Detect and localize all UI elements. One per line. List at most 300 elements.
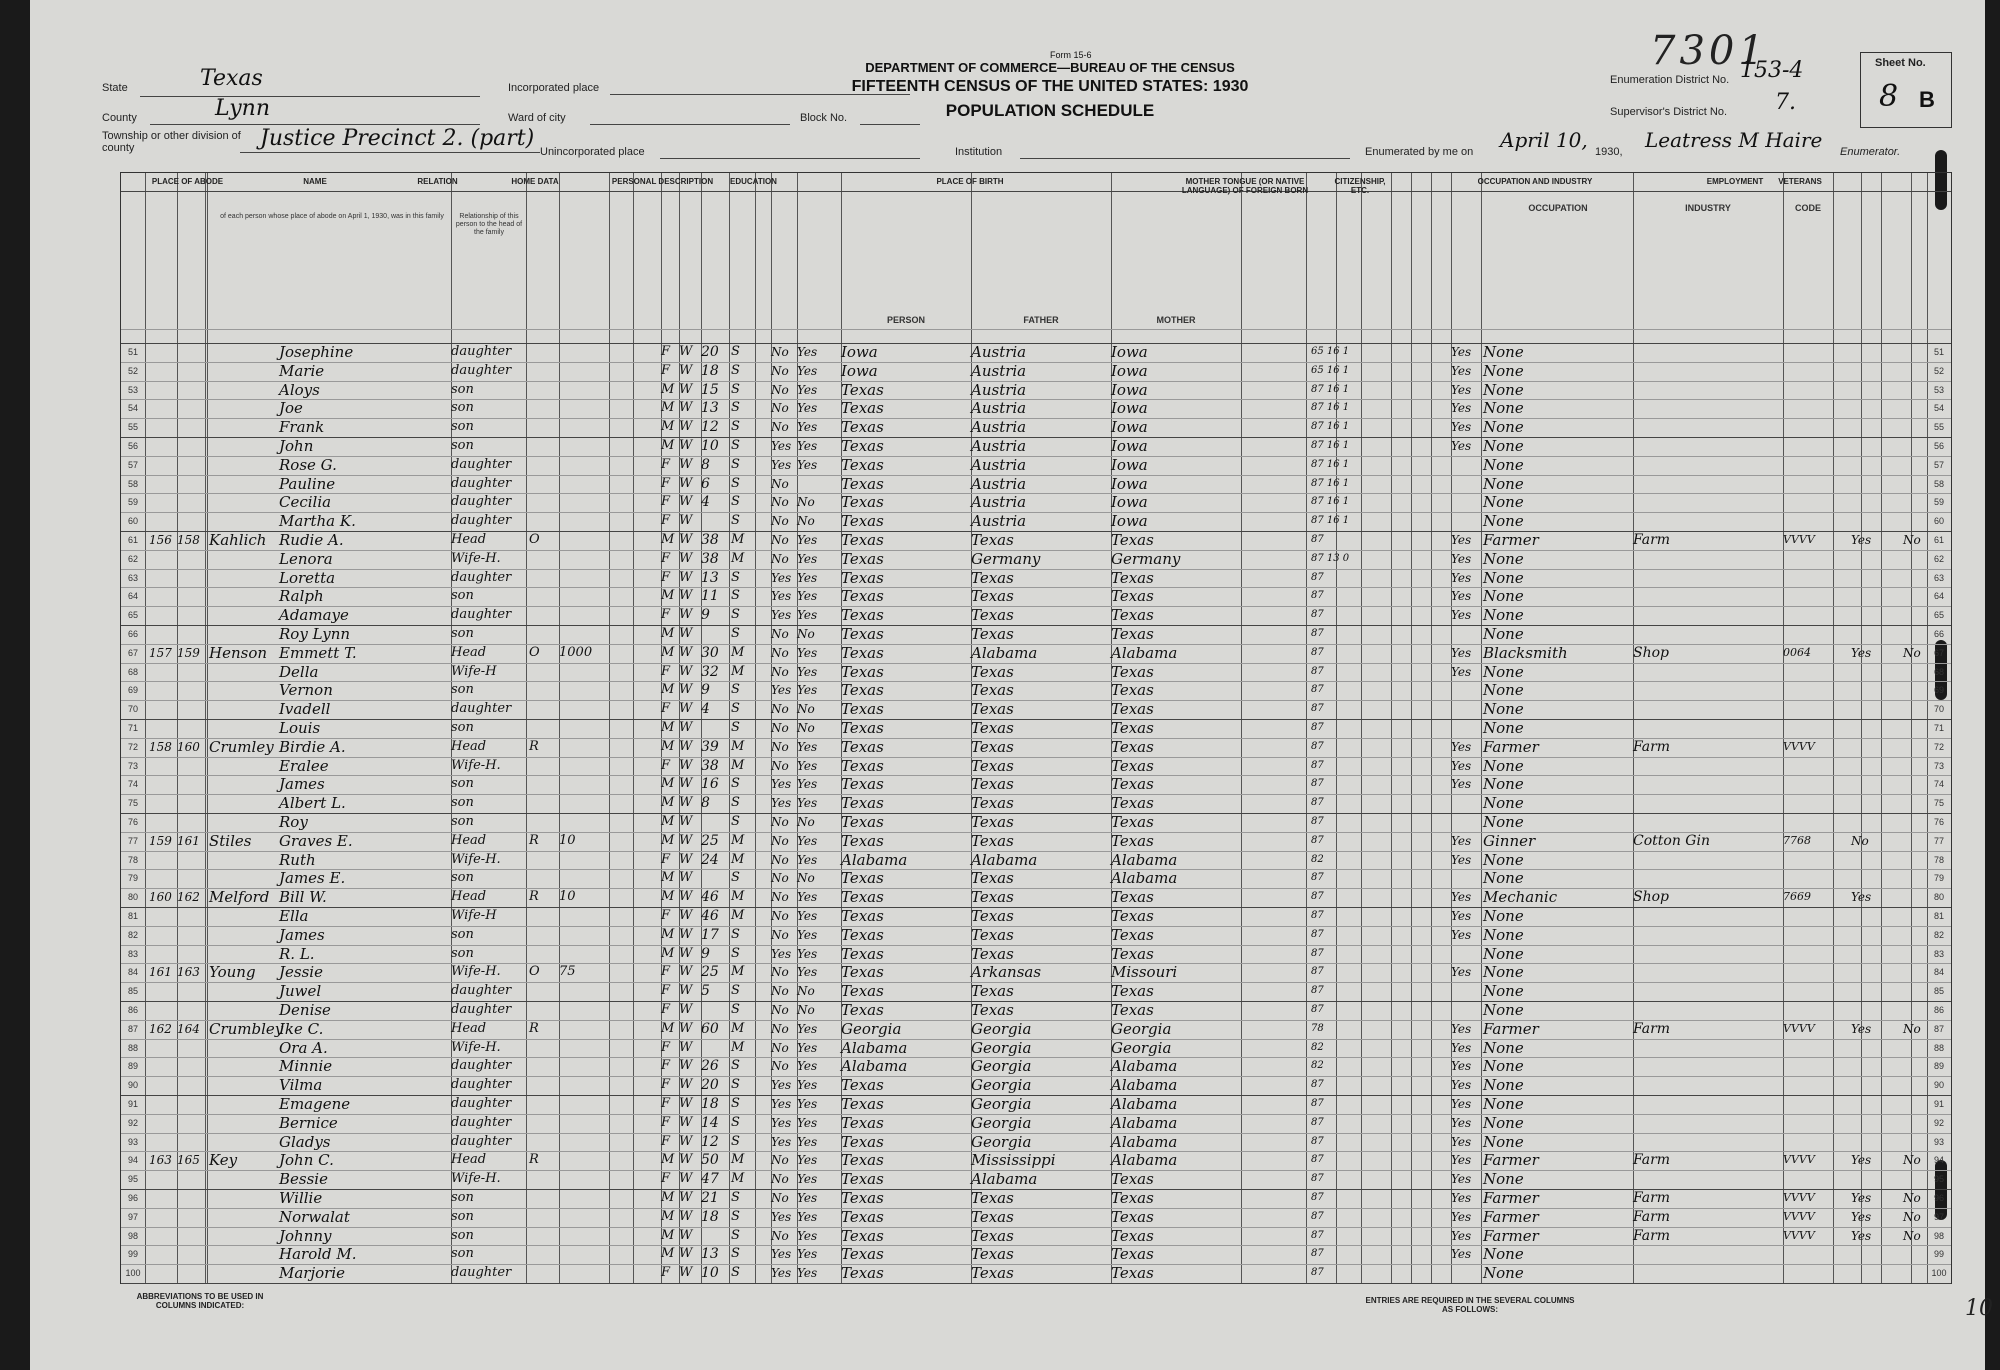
cell-sch: Yes xyxy=(771,1134,792,1149)
cell-occ: Ginner xyxy=(1483,831,1536,850)
cell-val xyxy=(559,569,609,588)
cell-fb: Texas xyxy=(971,907,1014,925)
cell-mar: S xyxy=(731,400,740,416)
table-row xyxy=(121,700,1951,719)
cell-mar: M xyxy=(731,832,745,848)
census-sheet xyxy=(30,0,1993,1370)
cell-sch: No xyxy=(771,909,789,923)
cell-rel: daughter xyxy=(451,1133,512,1149)
cell-oc xyxy=(1783,869,1833,888)
row-number: 54 xyxy=(127,403,138,414)
cell-mb: Alabama xyxy=(1111,869,1178,888)
cell-given: Marie xyxy=(279,361,325,380)
cell-ind xyxy=(1633,606,1783,625)
cell-fb: Texas xyxy=(971,1207,1014,1226)
cell-occ: None xyxy=(1483,625,1524,643)
cell-mb: Texas xyxy=(1111,719,1154,737)
cell-sch: Yes xyxy=(771,457,792,472)
cell-sur xyxy=(209,1208,279,1227)
cell-emp xyxy=(1851,1039,1891,1058)
cell-sch: No xyxy=(771,514,789,529)
cell-val xyxy=(559,381,609,400)
row-number: 58 xyxy=(127,478,138,489)
cell-emp: Yes xyxy=(1851,1153,1872,1168)
cell-sch: No xyxy=(771,664,789,679)
cell-code: 87 xyxy=(1311,646,1324,658)
table-row xyxy=(121,832,1951,851)
cell-pb: Alabama xyxy=(841,850,908,869)
cell-oc xyxy=(1783,982,1833,1001)
cell-vet xyxy=(1903,963,1943,982)
cell-val xyxy=(559,1114,609,1133)
cell-vet xyxy=(1903,1057,1943,1076)
cell-ten xyxy=(529,1001,559,1020)
cell-given: Johnny xyxy=(279,1226,332,1245)
cell-ind xyxy=(1633,851,1783,870)
cell-val xyxy=(559,738,609,757)
cell-val xyxy=(559,813,609,832)
cell-mb: Texas xyxy=(1111,907,1154,925)
cell-rd: Yes xyxy=(797,457,818,472)
cell-mar: S xyxy=(731,362,740,378)
cell-dw xyxy=(149,851,177,870)
row-number: 67 xyxy=(127,647,138,658)
cell-age: 18 xyxy=(701,1096,719,1112)
cell-sex: F xyxy=(661,1002,671,1017)
cell-emp: Yes xyxy=(1851,645,1872,660)
cell-occ: None xyxy=(1483,944,1524,963)
cell-ten xyxy=(529,1208,559,1227)
cell-ten: O xyxy=(529,644,540,660)
cell-race: W xyxy=(679,588,693,604)
cell-race: W xyxy=(679,362,693,378)
column-group-label: MOTHER TONGUE (OR NATIVE LANGUAGE) OF FOREIGN BORN xyxy=(1181,177,1309,195)
cell-emp xyxy=(1851,1133,1891,1152)
cell-ind: Farm xyxy=(1633,1152,1671,1169)
row-number: 91 xyxy=(127,1099,138,1109)
table-row xyxy=(121,1057,1951,1076)
cell-sur xyxy=(209,587,279,606)
cell-mar: M xyxy=(731,738,745,754)
cell-fb: Texas xyxy=(971,982,1014,1001)
cell-rel: daughter xyxy=(451,1114,512,1130)
cell-oc xyxy=(1783,418,1833,437)
cell-fb: Texas xyxy=(971,925,1014,944)
cell-sur xyxy=(209,869,279,888)
row-number-right: 92 xyxy=(1933,1117,1944,1128)
row-number: 68 xyxy=(127,666,138,677)
cell-mb: Alabama xyxy=(1111,1132,1178,1151)
row-number: 71 xyxy=(127,723,138,733)
cell-ten xyxy=(529,1057,559,1076)
cell-rel: son xyxy=(451,945,474,961)
cell-sex: F xyxy=(661,1133,671,1149)
cell-emp xyxy=(1851,681,1891,700)
cell-given: Cecilia xyxy=(279,493,332,512)
cell-fb: Texas xyxy=(971,869,1014,888)
cell-rd: No xyxy=(797,871,815,886)
cell-dw xyxy=(149,399,177,418)
cell-val xyxy=(559,399,609,418)
cell-race: W xyxy=(679,400,693,416)
row-number: 73 xyxy=(127,760,138,771)
cell-fam xyxy=(177,907,205,926)
row-number: 70 xyxy=(127,704,138,715)
cell-pb: Texas xyxy=(841,963,884,982)
cell-fam xyxy=(177,794,205,813)
cell-vet xyxy=(1903,945,1943,964)
cell-code: 65 16 1 xyxy=(1311,364,1350,376)
cell-dw xyxy=(149,982,177,1001)
cell-race: W xyxy=(679,626,693,641)
cell-age: 50 xyxy=(701,1152,719,1169)
block-line xyxy=(860,124,920,125)
cell-mar: S xyxy=(731,1227,740,1243)
cell-rd: No xyxy=(797,815,815,829)
column-group-label: PERSONAL DESCRIPTION xyxy=(611,177,714,186)
cell-age: 16 xyxy=(701,776,719,793)
cell-code: 87 xyxy=(1311,684,1324,696)
cell-race: W xyxy=(679,1190,693,1205)
cell-sex: M xyxy=(661,381,675,397)
cell-mb: Missouri xyxy=(1111,963,1178,982)
cell-given: Vernon xyxy=(279,681,333,700)
cell-vet: No xyxy=(1903,1021,1921,1036)
year-suffix: 1930, xyxy=(1595,146,1623,158)
row-number: 65 xyxy=(127,610,138,621)
cell-oc xyxy=(1783,1170,1833,1189)
cell-age: 11 xyxy=(701,588,719,605)
cell-race: W xyxy=(679,720,693,735)
cell-val xyxy=(559,926,609,945)
cell-pb: Texas xyxy=(841,1264,884,1283)
cell-mar: S xyxy=(731,588,740,604)
table-row xyxy=(121,719,1951,738)
cell-given: Emagene xyxy=(279,1095,351,1113)
cell-occ: None xyxy=(1483,606,1524,625)
table-row xyxy=(121,493,1951,512)
cell-given: Rudie A. xyxy=(279,531,344,549)
cell-sch: No xyxy=(771,852,789,867)
cell-ind xyxy=(1633,475,1783,494)
cell-mar: S xyxy=(731,682,740,698)
cell-mb: Alabama xyxy=(1111,1057,1178,1076)
cell-dw: 159 xyxy=(149,833,172,848)
cell-oc xyxy=(1783,963,1833,982)
cell-rel: son xyxy=(451,438,474,453)
cell-ind: Cotton Gin xyxy=(1633,832,1710,849)
cell-rd: Yes xyxy=(797,739,818,754)
cell-eng: Yes xyxy=(1451,1059,1472,1074)
cell-mar: M xyxy=(731,757,745,773)
row-number-right: 73 xyxy=(1933,760,1944,771)
cell-sch: No xyxy=(771,815,789,829)
cell-given: Loretta xyxy=(279,568,336,587)
cell-age: 38 xyxy=(701,532,719,548)
cell-emp xyxy=(1851,1001,1891,1020)
cell-rd: Yes xyxy=(797,551,818,566)
cell-mb: Texas xyxy=(1111,982,1154,1001)
cell-fam: 160 xyxy=(177,739,200,754)
cell-ind: Shop xyxy=(1633,889,1669,906)
cell-race: W xyxy=(679,438,693,453)
cell-val xyxy=(559,1020,609,1039)
state-value: Texas xyxy=(200,66,263,91)
row-number-right: 96 xyxy=(1933,1193,1944,1203)
cell-sex: F xyxy=(661,1265,671,1281)
cell-given: Albert L. xyxy=(279,794,346,813)
sheet-number-box xyxy=(1860,52,1952,128)
table-row xyxy=(121,475,1951,494)
cell-ind xyxy=(1633,343,1783,362)
cell-dw: 161 xyxy=(149,965,172,980)
cell-sur xyxy=(209,1133,279,1152)
cell-val: 75 xyxy=(559,964,576,980)
cell-sur xyxy=(209,606,279,625)
cell-vet xyxy=(1903,982,1943,1001)
cell-val xyxy=(559,606,609,625)
cell-eng: Yes xyxy=(1451,927,1472,942)
cell-sur xyxy=(209,493,279,512)
cell-rel: daughter xyxy=(451,494,512,510)
table-row xyxy=(121,813,1951,832)
cell-emp xyxy=(1851,475,1891,494)
cell-val xyxy=(559,719,609,738)
cell-race: W xyxy=(679,644,693,660)
cell-emp xyxy=(1851,606,1891,625)
cell-sch: No xyxy=(771,495,789,510)
table-row xyxy=(121,512,1951,531)
cell-pb: Texas xyxy=(841,1226,884,1245)
cell-dw: 156 xyxy=(149,533,172,547)
cell-sch: No xyxy=(771,984,789,999)
cell-mar: M xyxy=(731,644,745,660)
cell-emp xyxy=(1851,362,1891,381)
cell-fb: Arkansas xyxy=(971,963,1042,982)
census-title: FIFTEENTH CENSUS OF THE UNITED STATES: 1930 xyxy=(851,78,1249,95)
cell-sch: No xyxy=(771,1153,789,1168)
cell-mar: S xyxy=(731,1208,740,1224)
cell-sur xyxy=(209,1114,279,1133)
cell-mb: Texas xyxy=(1111,925,1154,944)
cell-ten xyxy=(529,869,559,888)
cell-sur xyxy=(209,1001,279,1020)
cell-fb: Texas xyxy=(971,700,1014,719)
cell-race: W xyxy=(679,1039,693,1055)
cell-vet xyxy=(1903,926,1943,945)
cell-age: 4 xyxy=(701,701,710,718)
cell-race: W xyxy=(679,1246,693,1262)
cell-ten xyxy=(529,587,559,606)
cell-age: 24 xyxy=(701,851,719,868)
cell-eng: Yes xyxy=(1451,890,1472,905)
cell-age: 47 xyxy=(701,1171,719,1188)
cell-oc xyxy=(1783,399,1833,418)
cell-pb: Texas xyxy=(841,1076,884,1095)
cell-sex: F xyxy=(661,362,671,378)
cell-val xyxy=(559,1264,609,1283)
cell-vet xyxy=(1903,813,1943,832)
cell-eng xyxy=(1451,1001,1481,1020)
cell-sex: F xyxy=(661,1096,671,1111)
row-number: 88 xyxy=(127,1042,138,1053)
cell-sch: Yes xyxy=(771,608,792,623)
cell-occ: None xyxy=(1483,437,1524,455)
cell-fb: Austria xyxy=(971,474,1027,493)
row-number: 78 xyxy=(127,854,138,865)
cell-mb: Georgia xyxy=(1111,1019,1172,1038)
cell-rel: Wife-H. xyxy=(451,964,501,980)
cell-oc xyxy=(1783,1076,1833,1095)
cell-emp xyxy=(1851,757,1891,776)
cell-sur xyxy=(209,343,279,362)
cell-sch: No xyxy=(771,401,789,416)
cell-code: 87 xyxy=(1311,1154,1324,1166)
cell-eng: Yes xyxy=(1451,1247,1472,1262)
cell-ind xyxy=(1633,399,1783,418)
cell-fb: Texas xyxy=(971,719,1014,737)
cell-rd: Yes xyxy=(797,927,818,942)
cell-code: 87 xyxy=(1311,1248,1324,1260)
cell-mar: S xyxy=(731,1190,740,1205)
cell-ind xyxy=(1633,550,1783,569)
cell-mar: S xyxy=(731,1246,740,1262)
cell-ind: Farm xyxy=(1633,1020,1671,1037)
cell-vet xyxy=(1903,738,1943,757)
cell-mb: Iowa xyxy=(1111,455,1148,474)
cell-ind xyxy=(1633,381,1783,400)
cell-eng: Yes xyxy=(1451,1172,1472,1187)
cell-eng xyxy=(1451,719,1481,738)
cell-given: Graves E. xyxy=(279,831,353,850)
cell-oc xyxy=(1783,757,1833,776)
row-number-right: 98 xyxy=(1933,1230,1944,1241)
cell-mar: S xyxy=(731,926,740,942)
cell-given: Juwel xyxy=(279,982,322,1001)
cell-dw: 163 xyxy=(149,1153,172,1168)
cell-age xyxy=(701,869,729,888)
cell-sex: M xyxy=(661,1020,675,1036)
cell-sur xyxy=(209,757,279,776)
cell-vet xyxy=(1903,700,1943,719)
cell-emp xyxy=(1851,1095,1891,1114)
cell-rd: Yes xyxy=(797,1266,818,1281)
sd-value: 7. xyxy=(1775,90,1796,115)
cell-age xyxy=(701,625,729,644)
cell-occ: Blacksmith xyxy=(1483,643,1568,662)
cell-emp xyxy=(1851,1264,1891,1283)
table-row xyxy=(121,738,1951,757)
cell-emp xyxy=(1851,625,1891,644)
cell-given: Denise xyxy=(279,1001,331,1019)
cell-code: 87 xyxy=(1311,834,1324,846)
cell-vet xyxy=(1903,757,1943,776)
column-group-label: PLACE OF BIRTH xyxy=(936,177,1004,186)
cell-val xyxy=(559,1208,609,1227)
cell-oc xyxy=(1783,926,1833,945)
cell-mar: S xyxy=(731,814,740,829)
cell-race: W xyxy=(679,851,693,867)
cell-race: W xyxy=(679,607,693,623)
cell-sur xyxy=(209,569,279,588)
cell-sch: Yes xyxy=(771,589,792,604)
cell-sch: No xyxy=(771,551,789,566)
cell-dw xyxy=(149,381,177,400)
cell-val xyxy=(559,625,609,644)
cell-fam xyxy=(177,418,205,437)
cell-emp xyxy=(1851,587,1891,606)
cell-rd: Yes xyxy=(797,1059,818,1074)
cell-race: W xyxy=(679,494,693,510)
cell-ten xyxy=(529,362,559,381)
cell-val xyxy=(559,1227,609,1246)
cell-mar: M xyxy=(731,964,745,980)
cell-given: Harold M. xyxy=(279,1245,357,1264)
cell-age: 13 xyxy=(701,400,719,417)
cell-occ: None xyxy=(1483,343,1524,361)
cell-ind: Farm xyxy=(1633,738,1671,755)
table-row xyxy=(121,681,1951,700)
cell-ind xyxy=(1633,963,1783,982)
table-row xyxy=(121,888,1951,907)
cell-fam xyxy=(177,869,205,888)
row-number: 52 xyxy=(127,365,138,376)
cell-dw xyxy=(149,456,177,475)
cell-ind xyxy=(1633,1039,1783,1058)
cell-ind xyxy=(1633,569,1783,588)
stamp-number: 7301 xyxy=(1650,28,1768,74)
cell-code: 87 xyxy=(1311,1004,1324,1015)
cell-vet xyxy=(1903,418,1943,437)
cell-code: 87 xyxy=(1311,628,1324,639)
cell-oc xyxy=(1783,1264,1833,1283)
cell-rd: No xyxy=(797,721,815,735)
cell-vet xyxy=(1903,606,1943,625)
cell-vet xyxy=(1903,456,1943,475)
cell-race: W xyxy=(679,475,693,491)
cell-race: W xyxy=(679,1058,693,1074)
cell-sch: No xyxy=(771,1021,789,1036)
row-number-right: 56 xyxy=(1933,441,1944,451)
cell-ten xyxy=(529,456,559,475)
cell-fb: Texas xyxy=(971,1245,1014,1264)
cell-fb: Texas xyxy=(971,568,1014,587)
cell-mar: S xyxy=(731,870,740,886)
cell-ten xyxy=(529,343,559,362)
cell-rel: Wife-H. xyxy=(451,1171,501,1187)
cell-mar: M xyxy=(731,1039,745,1055)
row-number-right: 91 xyxy=(1933,1099,1944,1109)
cell-mb: Texas xyxy=(1111,587,1154,606)
row-number: 98 xyxy=(127,1230,138,1241)
cell-occ: Farmer xyxy=(1483,737,1539,756)
cell-ind: Farm xyxy=(1633,1227,1671,1244)
cell-pb: Texas xyxy=(841,531,884,549)
cell-mb: Iowa xyxy=(1111,361,1148,380)
cell-race: W xyxy=(679,1002,693,1017)
cell-eng: Yes xyxy=(1451,1115,1472,1130)
cell-pb: Texas xyxy=(841,907,884,925)
cell-code: 65 16 1 xyxy=(1311,346,1350,357)
cell-fam xyxy=(177,775,205,794)
cell-oc xyxy=(1783,1057,1833,1076)
table-row xyxy=(121,1264,1951,1283)
cell-fam: 161 xyxy=(177,833,200,848)
cell-rel: son xyxy=(451,1190,474,1205)
ward-line xyxy=(590,124,790,125)
cell-sur xyxy=(209,1170,279,1189)
table-row xyxy=(121,399,1951,418)
